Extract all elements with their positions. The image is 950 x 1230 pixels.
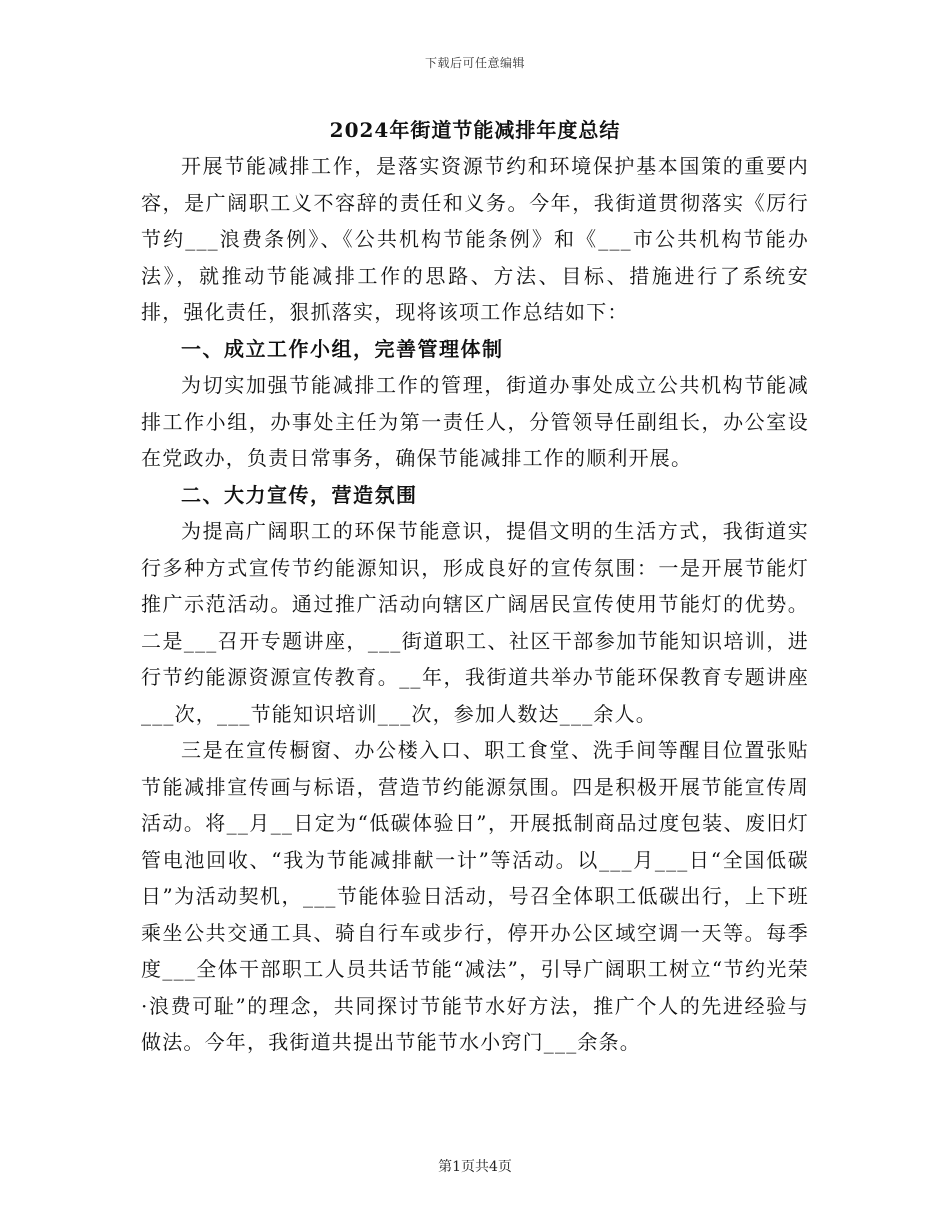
section-2-paragraph-2: 三是在宣传橱窗、办公楼入口、职工食堂、洗手间等醒目位置张贴节能减排宣传画与标语，营造节约能源氛围。四是积极开展节能宣传周活动。将__月__日定为“低碳体验日”，开展抵制商品过度包装、废旧灯管电池回收、“我为节能减排献一计”等活动。以___月___日“全国低碳日”为活动契机，___节能体验日活动，号召全体职工低碳出行，上下班乘坐公共交通工具、骑自行车或步行，停开办公区域空调一天等。每季度___全体干部职工人员共话节能“减法”，引导广阔职工树立“节约光荣·浪费可耻”的理念，共同探讨节能节水好方法，推广个人的先进经验与做法。今年，我街道共提出节能节水小窍门___余条。 (141, 738, 809, 1054)
section-1-paragraph: 为切实加强节能减排工作的管理，街道办事处成立公共机构节能减排工作小组，办事处主任为第一责任人，分管领导任副组长，办公室设在党政办，负责日常事务，确保节能减排工作的顺利开展。 (141, 373, 809, 470)
intro-paragraph: 开展节能减排工作，是落实资源节约和环境保护基本国策的重要内容，是广阔职工义不容辞的责任和义务。今年，我街道贯彻落实《厉行节约___浪费条例》、《公共机构节能条例》和《___市公共机构节能办法》，就推动节能减排工作的思路、方法、目标、措施进行了系统安排，强化责任，狠抓落实，现将该项工作总结如下： (141, 154, 809, 324)
section-heading-1: 一、成立工作小组，完善管理体制 (181, 336, 504, 361)
page-number: 第1页共4页 (438, 1159, 512, 1175)
document-title: 2024年街道节能减排年度总结 (329, 118, 621, 142)
section-heading-2: 二、大力宣传，营造氛围 (181, 482, 418, 507)
page-header-note: 下载后可任意编辑 (424, 56, 525, 70)
section-2-paragraph-1: 为提高广阔职工的环保节能意识，提倡文明的生活方式，我街道实行多种方式宣传节约能源知识，形成良好的宣传氛围：一是开展节能灯推广示范活动。通过推广活动向辖区广阔居民宣传使用节能灯的优势。二是___召开专题讲座，___街道职工、社区干部参加节能知识培训，进行节约能源资源宣传教育。__年，我街道共举办节能环保教育专题讲座___次，___节能知识培训___次，参加人数达___余人。 (141, 519, 809, 726)
document-body (141, 148, 809, 1061)
